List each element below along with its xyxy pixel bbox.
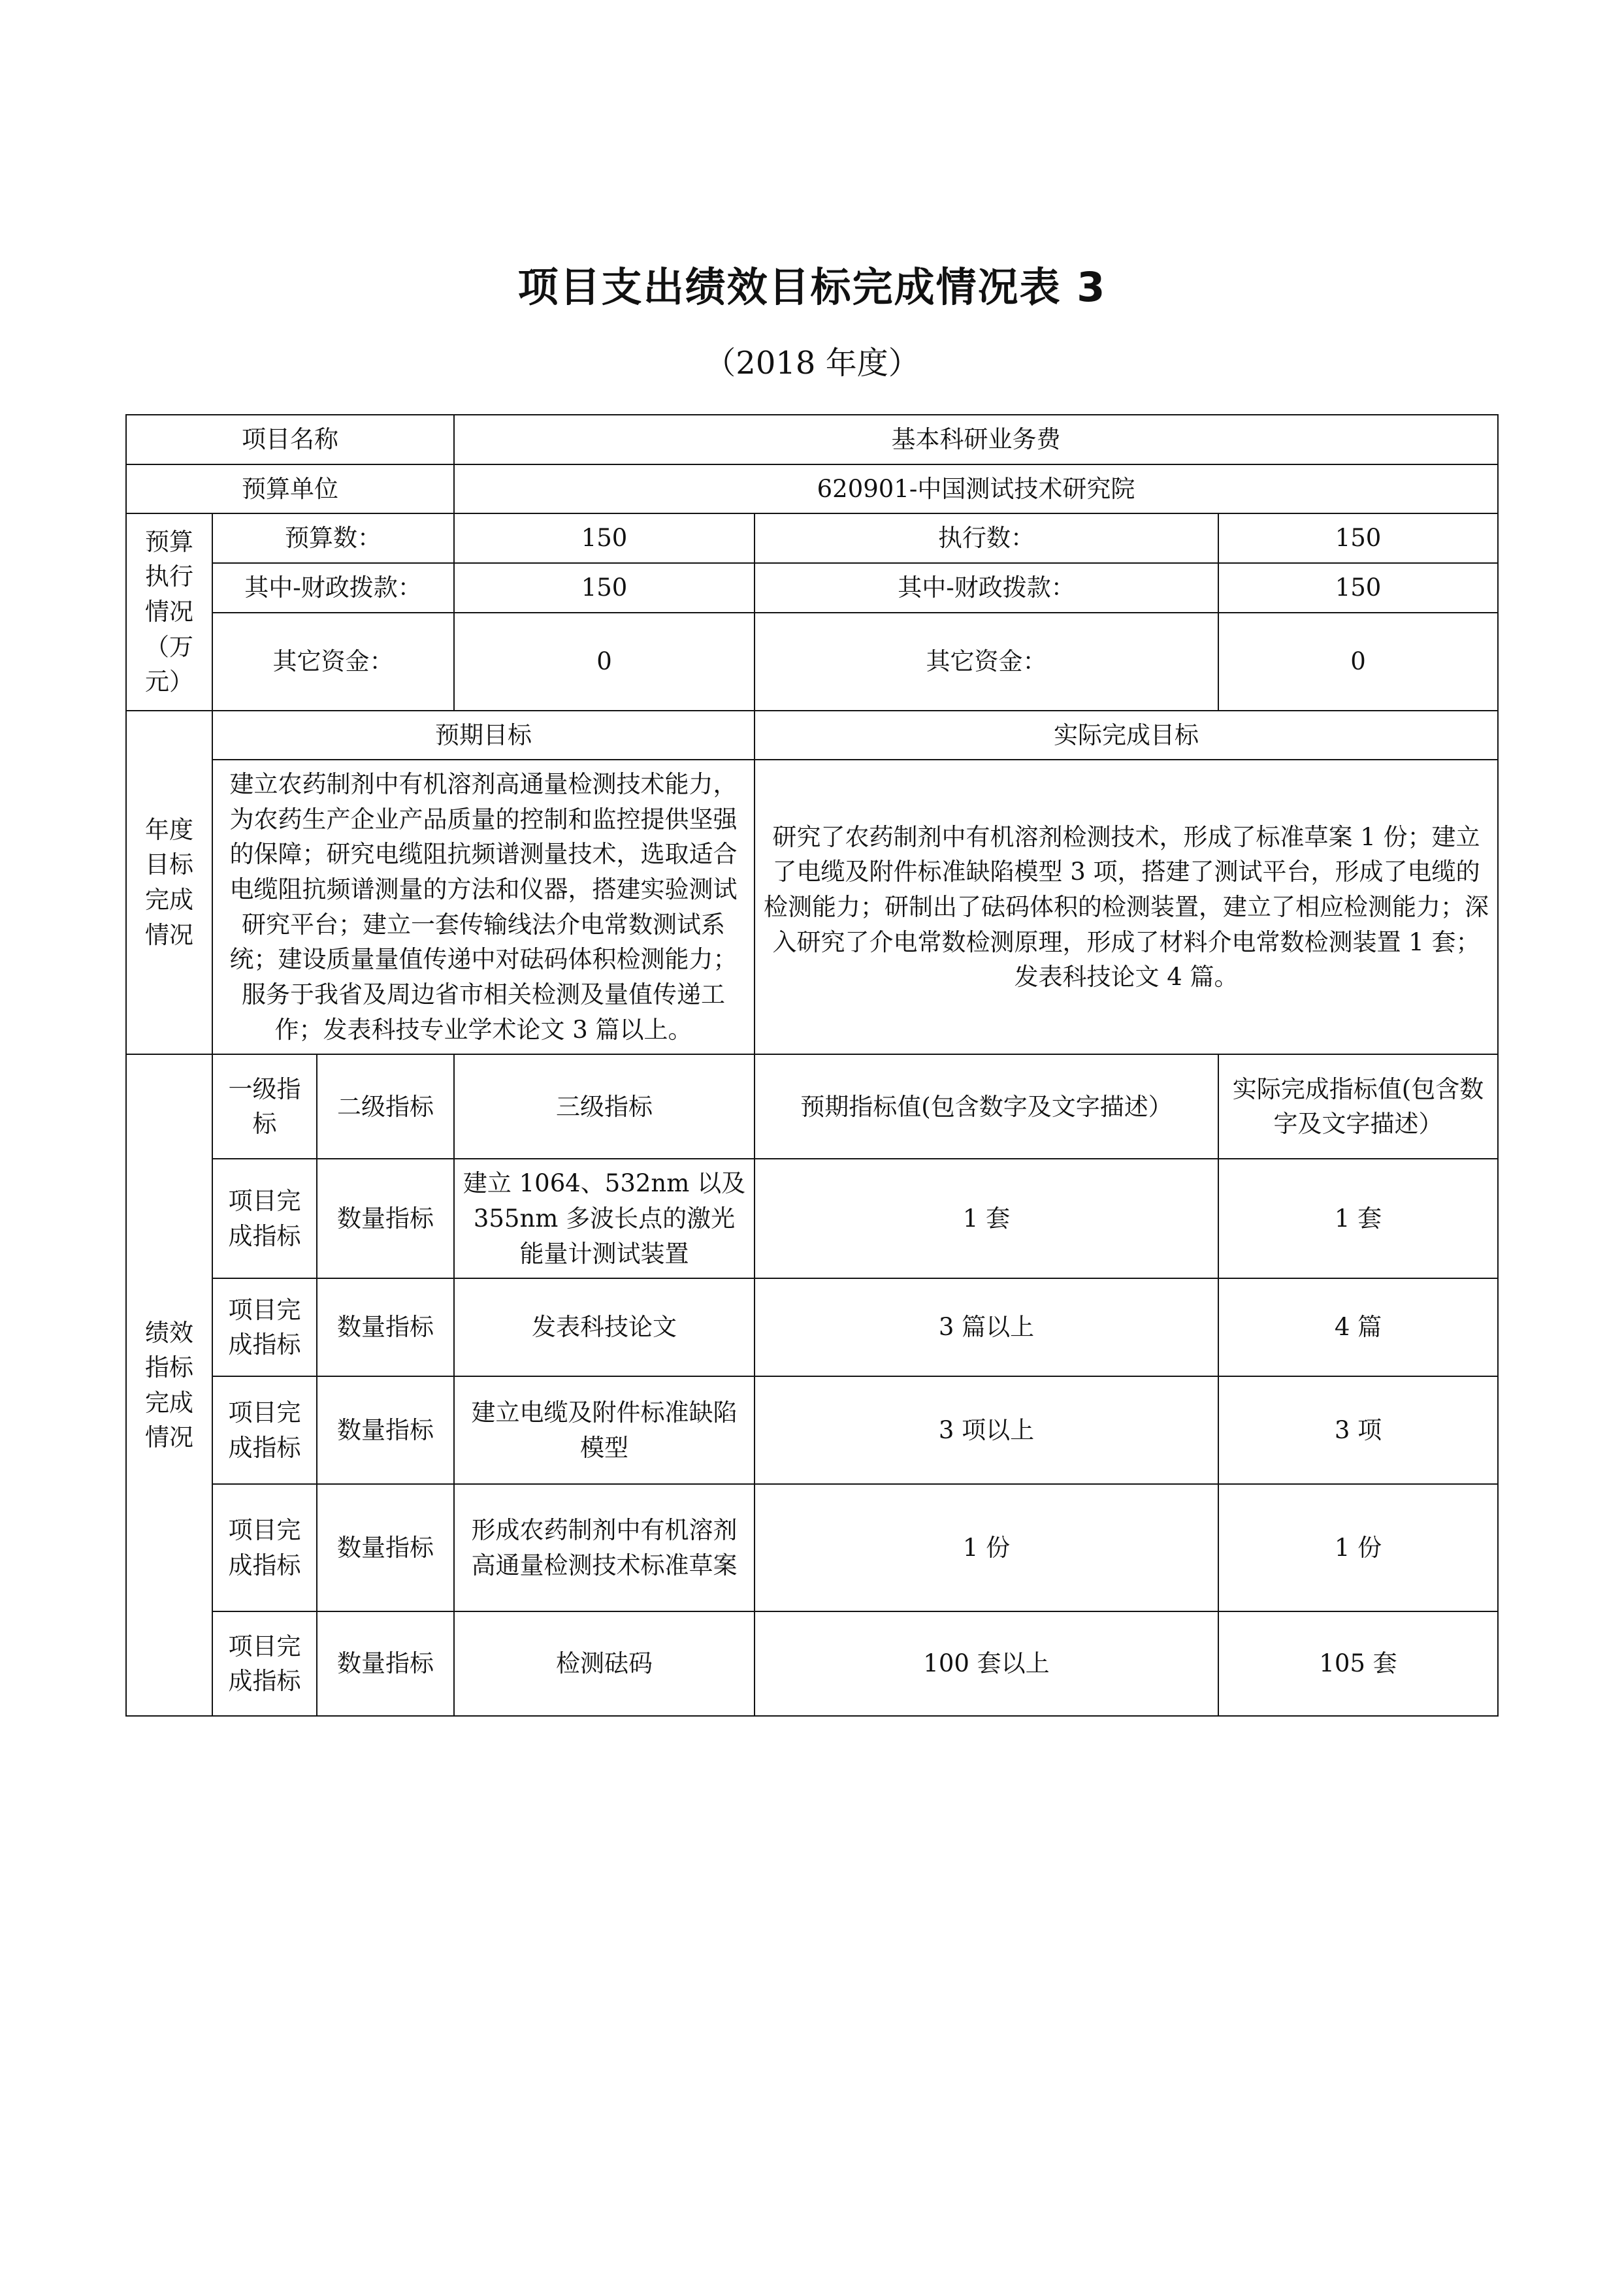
table-row-indicator	[126, 1484, 1498, 1611]
indicator-level3: 形成农药制剂中有机溶剂高通量检测技术标准草案	[454, 1484, 755, 1611]
indicator-level3: 建立电缆及附件标准缺陷模型	[454, 1376, 755, 1484]
indicator-actual: 3 项	[1218, 1376, 1498, 1484]
table-row-annual-goal-header	[126, 711, 1498, 760]
table-row-indicator	[126, 1611, 1498, 1716]
actual-goal-header: 实际完成目标	[755, 711, 1498, 760]
indicator-level1: 项目完成指标	[212, 1159, 317, 1278]
column-header-level2: 二级指标	[317, 1054, 454, 1159]
indicator-expected: 3 项以上	[755, 1376, 1218, 1484]
column-header-level1: 一级指标	[212, 1054, 317, 1159]
indicator-actual: 4 篇	[1218, 1278, 1498, 1376]
budget-row-right-value: 150	[1218, 513, 1498, 563]
indicator-level1: 项目完成指标	[212, 1484, 317, 1611]
budget-unit-label: 预算单位	[126, 464, 454, 514]
indicator-actual: 105 套	[1218, 1611, 1498, 1716]
column-header-actual: 实际完成指标值(包含数字及文字描述）	[1218, 1054, 1498, 1159]
table-row-annual-goal-text	[126, 760, 1498, 1054]
budget-row-left-value: 150	[454, 513, 755, 563]
budget-row-right-label: 其中-财政拨款：	[755, 563, 1218, 613]
actual-goal-text: 研究了农药制剂中有机溶剂检测技术，形成了标准草案 1 份；建立了电缆及附件标准缺陷模型 3 项，搭建了测试平台，形成了电缆的检测能力；研制出了砝码体积的检测装置，建立了相应检测能力；深入研究了介电常数检测原理，形成了材料介电常数检测装置 1 套；发表科技论文 4 篇。	[755, 760, 1498, 1054]
indicator-level1: 项目完成指标	[212, 1611, 317, 1716]
budget-row-left-label: 其中-财政拨款：	[212, 563, 454, 613]
column-header-expected: 预期指标值(包含数字及文字描述）	[755, 1054, 1218, 1159]
indicator-level2: 数量指标	[317, 1376, 454, 1484]
indicator-level3: 检测砝码	[454, 1611, 755, 1716]
indicator-level1: 项目完成指标	[212, 1278, 317, 1376]
column-header-level3: 三级指标	[454, 1054, 755, 1159]
budget-row-right-value: 150	[1218, 563, 1498, 613]
indicator-level1: 项目完成指标	[212, 1376, 317, 1484]
annual-goal-section-label: 年度目标完成情况	[126, 711, 212, 1055]
budget-unit-value: 620901-中国测试技术研究院	[454, 464, 1498, 514]
indicator-actual: 1 份	[1218, 1484, 1498, 1611]
table-row-project-name	[126, 415, 1498, 464]
indicator-level3: 发表科技论文	[454, 1278, 755, 1376]
table-row-indicator	[126, 1278, 1498, 1376]
table-row-indicator	[126, 1376, 1498, 1484]
indicator-level2: 数量指标	[317, 1278, 454, 1376]
budget-row-left-value: 150	[454, 563, 755, 613]
budget-row-left-label: 其它资金：	[212, 613, 454, 711]
indicator-level3: 建立 1064、532nm 以及355nm 多波长点的激光能量计测试装置	[454, 1159, 755, 1278]
budget-row-right-value: 0	[1218, 613, 1498, 711]
indicator-expected: 100 套以上	[755, 1611, 1218, 1716]
indicator-level2: 数量指标	[317, 1159, 454, 1278]
indicator-level2: 数量指标	[317, 1484, 454, 1611]
indicator-expected: 1 份	[755, 1484, 1218, 1611]
budget-row-left-value: 0	[454, 613, 755, 711]
table-row-budget-2	[126, 563, 1498, 613]
performance-report-table	[125, 414, 1499, 1717]
table-row-budget-unit	[126, 464, 1498, 514]
table-row-budget-1	[126, 513, 1498, 563]
budget-row-left-label: 预算数：	[212, 513, 454, 563]
table-row-budget-3	[126, 613, 1498, 711]
project-name-value: 基本科研业务费	[454, 415, 1498, 464]
expected-goal-header: 预期目标	[212, 711, 755, 760]
budget-row-right-label: 执行数：	[755, 513, 1218, 563]
page-title: 项目支出绩效目标完成情况表 3	[517, 263, 1107, 311]
project-name-label: 项目名称	[126, 415, 454, 464]
indicator-level2: 数量指标	[317, 1611, 454, 1716]
indicator-expected: 3 篇以上	[755, 1278, 1218, 1376]
indicator-actual: 1 套	[1218, 1159, 1498, 1278]
table-row-indicator	[126, 1159, 1498, 1278]
budget-execution-section-label: 预算执行情况（万元）	[126, 513, 212, 710]
performance-section-label: 绩效指标完成情况	[126, 1054, 212, 1716]
page-subtitle: （2018 年度）	[704, 345, 920, 381]
indicator-expected: 1 套	[755, 1159, 1218, 1278]
table-row-indicator-header	[126, 1054, 1498, 1159]
expected-goal-text: 建立农药制剂中有机溶剂高通量检测技术能力，为农药生产企业产品质量的控制和监控提供坚强的保障；研究电缆阻抗频谱测量技术，选取适合电缆阻抗频谱测量的方法和仪器，搭建实验测试研究平台；建立一套传输线法介电常数测试系统；建设质量量值传递中对砝码体积检测能力；服务于我省及周边省市相关检测及量值传递工作；发表科技专业学术论文 3 篇以上。	[212, 760, 755, 1054]
budget-row-right-label: 其它资金：	[755, 613, 1218, 711]
